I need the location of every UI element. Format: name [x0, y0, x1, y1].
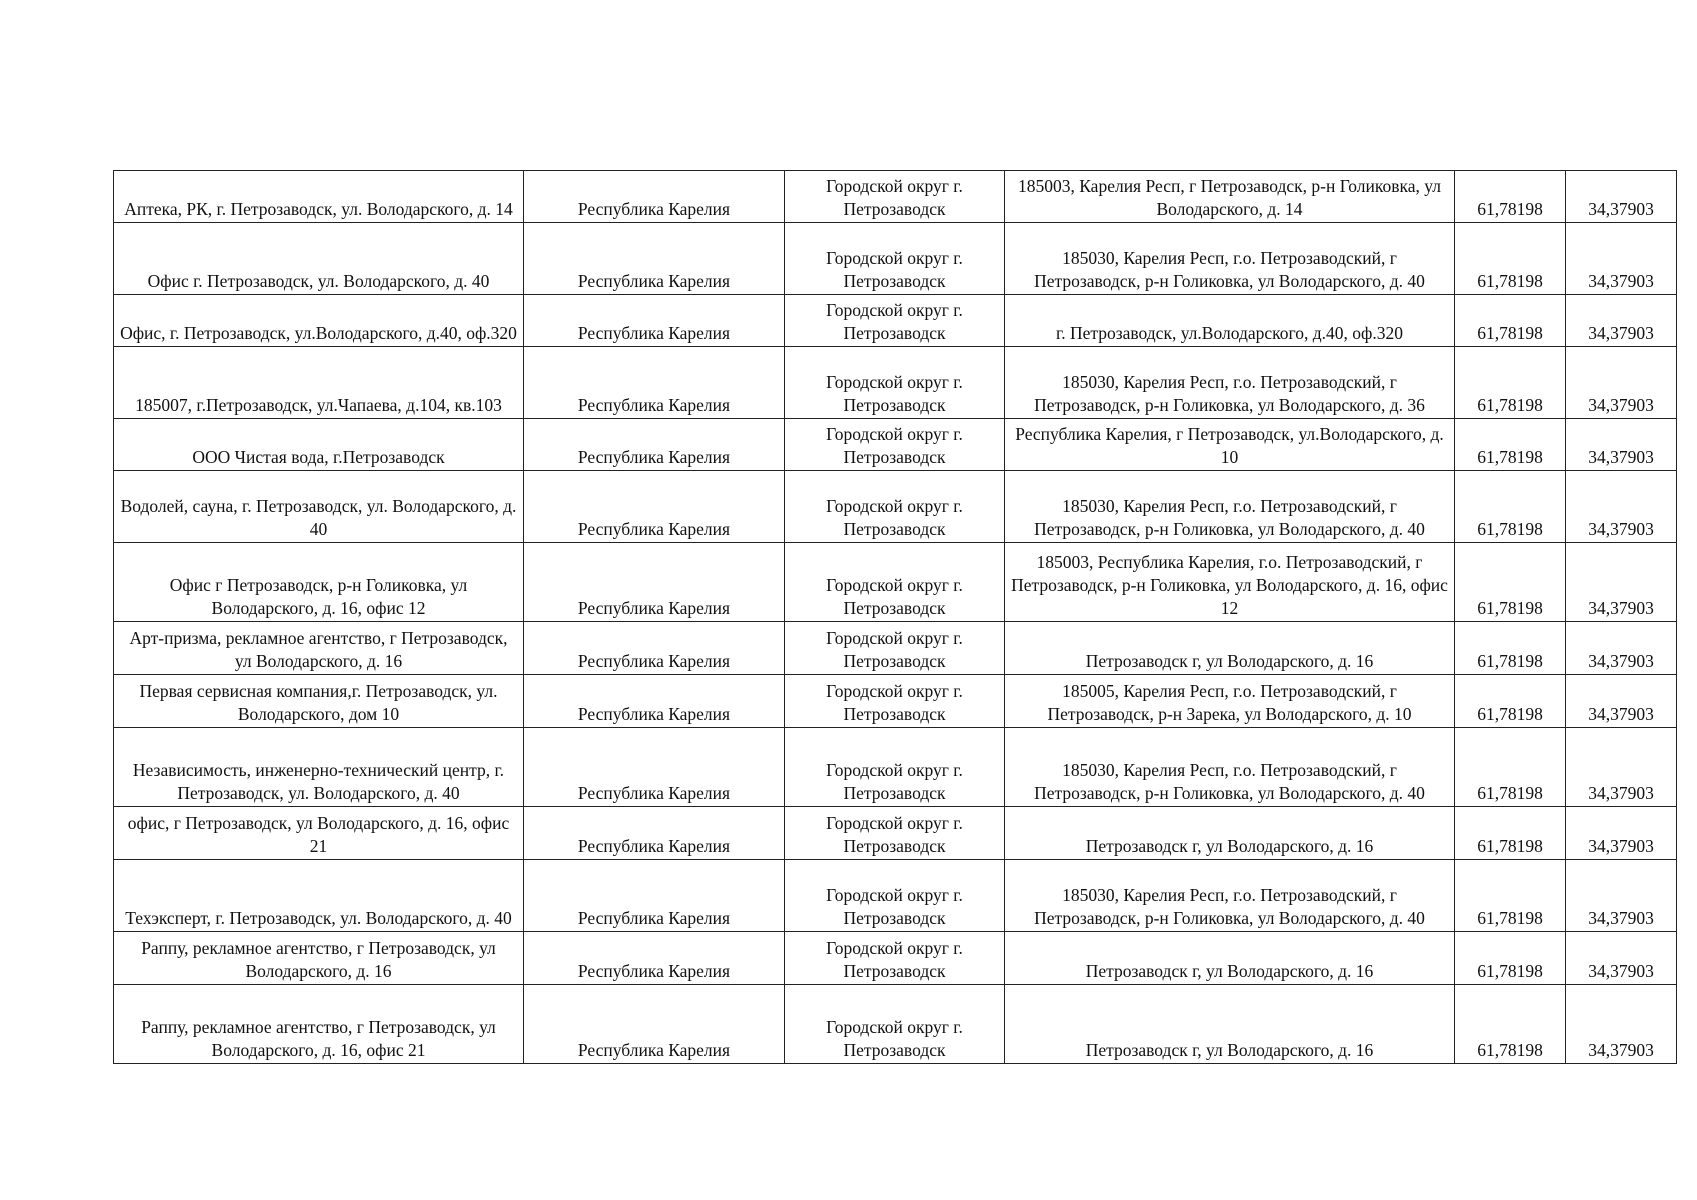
organization-cell: Аптека, РК, г. Петрозаводск, ул. Володарского, д. 14 — [114, 171, 524, 223]
longitude-cell: 34,37903 — [1566, 728, 1677, 807]
organization-cell: Первая сервисная компания,г. Петрозаводск, ул. Володарского, дом 10 — [114, 675, 524, 728]
region-cell: Республика Карелия — [524, 543, 785, 622]
table-row — [114, 807, 1677, 860]
district-cell: Городской округ г. Петрозаводск — [785, 728, 1005, 807]
longitude-cell: 34,37903 — [1566, 860, 1677, 932]
table-row — [114, 295, 1677, 347]
table-row — [114, 223, 1677, 295]
table-row — [114, 419, 1677, 471]
table-row — [114, 622, 1677, 675]
district-cell: Городской округ г. Петрозаводск — [785, 471, 1005, 543]
region-cell: Республика Карелия — [524, 807, 785, 860]
table-row — [114, 985, 1677, 1064]
latitude-cell: 61,78198 — [1455, 728, 1566, 807]
region-cell: Республика Карелия — [524, 223, 785, 295]
district-cell: Городской округ г. Петрозаводск — [785, 622, 1005, 675]
latitude-cell: 61,78198 — [1455, 471, 1566, 543]
table-row — [114, 860, 1677, 932]
latitude-cell: 61,78198 — [1455, 347, 1566, 419]
latitude-cell: 61,78198 — [1455, 622, 1566, 675]
region-cell: Республика Карелия — [524, 622, 785, 675]
region-cell: Республика Карелия — [524, 347, 785, 419]
district-cell: Городской округ г. Петрозаводск — [785, 223, 1005, 295]
latitude-cell: 61,78198 — [1455, 543, 1566, 622]
address-cell: Петрозаводск г, ул Володарского, д. 16 — [1005, 622, 1455, 675]
region-cell: Республика Карелия — [524, 295, 785, 347]
district-cell: Городской округ г. Петрозаводск — [785, 675, 1005, 728]
longitude-cell: 34,37903 — [1566, 471, 1677, 543]
address-cell: Республика Карелия, г Петрозаводск, ул.Володарского, д. 10 — [1005, 419, 1455, 471]
latitude-cell: 61,78198 — [1455, 295, 1566, 347]
organization-cell: офис, г Петрозаводск, ул Володарского, д. 16, офис 21 — [114, 807, 524, 860]
latitude-cell: 61,78198 — [1455, 171, 1566, 223]
address-cell: Петрозаводск г, ул Володарского, д. 16 — [1005, 985, 1455, 1064]
latitude-cell: 61,78198 — [1455, 807, 1566, 860]
longitude-cell: 34,37903 — [1566, 985, 1677, 1064]
address-cell: г. Петрозаводск, ул.Володарского, д.40, оф.320 — [1005, 295, 1455, 347]
district-cell: Городской округ г. Петрозаводск — [785, 807, 1005, 860]
longitude-cell: 34,37903 — [1566, 295, 1677, 347]
district-cell: Городской округ г. Петрозаводск — [785, 419, 1005, 471]
latitude-cell: 61,78198 — [1455, 223, 1566, 295]
table-row — [114, 471, 1677, 543]
latitude-cell: 61,78198 — [1455, 419, 1566, 471]
address-cell: 185030, Карелия Респ, г.о. Петрозаводский, г Петрозаводск, р-н Голиковка, ул Володарского, д. 40 — [1005, 860, 1455, 932]
region-cell: Республика Карелия — [524, 675, 785, 728]
district-cell: Городской округ г. Петрозаводск — [785, 543, 1005, 622]
address-cell: 185030, Карелия Респ, г.о. Петрозаводский, г Петрозаводск, р-н Голиковка, ул Володарского, д. 36 — [1005, 347, 1455, 419]
longitude-cell: 34,37903 — [1566, 347, 1677, 419]
region-cell: Республика Карелия — [524, 419, 785, 471]
organization-cell: ООО Чистая вода, г.Петрозаводск — [114, 419, 524, 471]
latitude-cell: 61,78198 — [1455, 932, 1566, 985]
organization-cell: Раппу, рекламное агентство, г Петрозаводск, ул Володарского, д. 16 — [114, 932, 524, 985]
organization-cell: Офис, г. Петрозаводск, ул.Володарского, д.40, оф.320 — [114, 295, 524, 347]
district-cell: Городской округ г. Петрозаводск — [785, 295, 1005, 347]
region-cell: Республика Карелия — [524, 728, 785, 807]
address-cell: 185030, Карелия Респ, г.о. Петрозаводский, г Петрозаводск, р-н Голиковка, ул Володарского, д. 40 — [1005, 728, 1455, 807]
latitude-cell: 61,78198 — [1455, 985, 1566, 1064]
region-cell: Республика Карелия — [524, 860, 785, 932]
table-row — [114, 932, 1677, 985]
table-row — [114, 347, 1677, 419]
longitude-cell: 34,37903 — [1566, 932, 1677, 985]
longitude-cell: 34,37903 — [1566, 223, 1677, 295]
organization-cell: 185007, г.Петрозаводск, ул.Чапаева, д.104, кв.103 — [114, 347, 524, 419]
organization-cell: Независимость, инженерно-технический центр, г. Петрозаводск, ул. Володарского, д. 40 — [114, 728, 524, 807]
region-cell: Республика Карелия — [524, 471, 785, 543]
region-cell: Республика Карелия — [524, 171, 785, 223]
address-cell: 185003, Карелия Респ, г Петрозаводск, р-н Голиковка, ул Володарского, д. 14 — [1005, 171, 1455, 223]
longitude-cell: 34,37903 — [1566, 807, 1677, 860]
table-row — [114, 728, 1677, 807]
longitude-cell: 34,37903 — [1566, 419, 1677, 471]
district-cell: Городской округ г. Петрозаводск — [785, 985, 1005, 1064]
latitude-cell: 61,78198 — [1455, 860, 1566, 932]
region-cell: Республика Карелия — [524, 985, 785, 1064]
table-row — [114, 543, 1677, 622]
address-cell: 185005, Карелия Респ, г.о. Петрозаводский, г Петрозаводск, р-н Зарека, ул Володарского, д. 10 — [1005, 675, 1455, 728]
organization-cell: Водолей, сауна, г. Петрозаводск, ул. Володарского, д. 40 — [114, 471, 524, 543]
district-cell: Городской округ г. Петрозаводск — [785, 347, 1005, 419]
address-cell: 185030, Карелия Респ, г.о. Петрозаводский, г Петрозаводск, р-н Голиковка, ул Володарского, д. 40 — [1005, 223, 1455, 295]
organization-cell: Техэксперт, г. Петрозаводск, ул. Володарского, д. 40 — [114, 860, 524, 932]
address-table — [113, 170, 1677, 1064]
district-cell: Городской округ г. Петрозаводск — [785, 860, 1005, 932]
district-cell: Городской округ г. Петрозаводск — [785, 932, 1005, 985]
address-cell: 185003, Республика Карелия, г.о. Петрозаводский, г Петрозаводск, р-н Голиковка, ул Володарского, д. 16, офис 12 — [1005, 543, 1455, 622]
longitude-cell: 34,37903 — [1566, 622, 1677, 675]
address-cell: Петрозаводск г, ул Володарского, д. 16 — [1005, 807, 1455, 860]
longitude-cell: 34,37903 — [1566, 675, 1677, 728]
organization-cell: Раппу, рекламное агентство, г Петрозаводск, ул Володарского, д. 16, офис 21 — [114, 985, 524, 1064]
organization-cell: Офис г Петрозаводск, р-н Голиковка, ул Володарского, д. 16, офис 12 — [114, 543, 524, 622]
address-cell: 185030, Карелия Респ, г.о. Петрозаводский, г Петрозаводск, р-н Голиковка, ул Володарского, д. 40 — [1005, 471, 1455, 543]
latitude-cell: 61,78198 — [1455, 675, 1566, 728]
organization-cell: Арт-призма, рекламное агентство, г Петрозаводск, ул Володарского, д. 16 — [114, 622, 524, 675]
table-row — [114, 171, 1677, 223]
region-cell: Республика Карелия — [524, 932, 785, 985]
table-row — [114, 675, 1677, 728]
longitude-cell: 34,37903 — [1566, 171, 1677, 223]
longitude-cell: 34,37903 — [1566, 543, 1677, 622]
district-cell: Городской округ г. Петрозаводск — [785, 171, 1005, 223]
address-cell: Петрозаводск г, ул Володарского, д. 16 — [1005, 932, 1455, 985]
organization-cell: Офис г. Петрозаводск, ул. Володарского, д. 40 — [114, 223, 524, 295]
